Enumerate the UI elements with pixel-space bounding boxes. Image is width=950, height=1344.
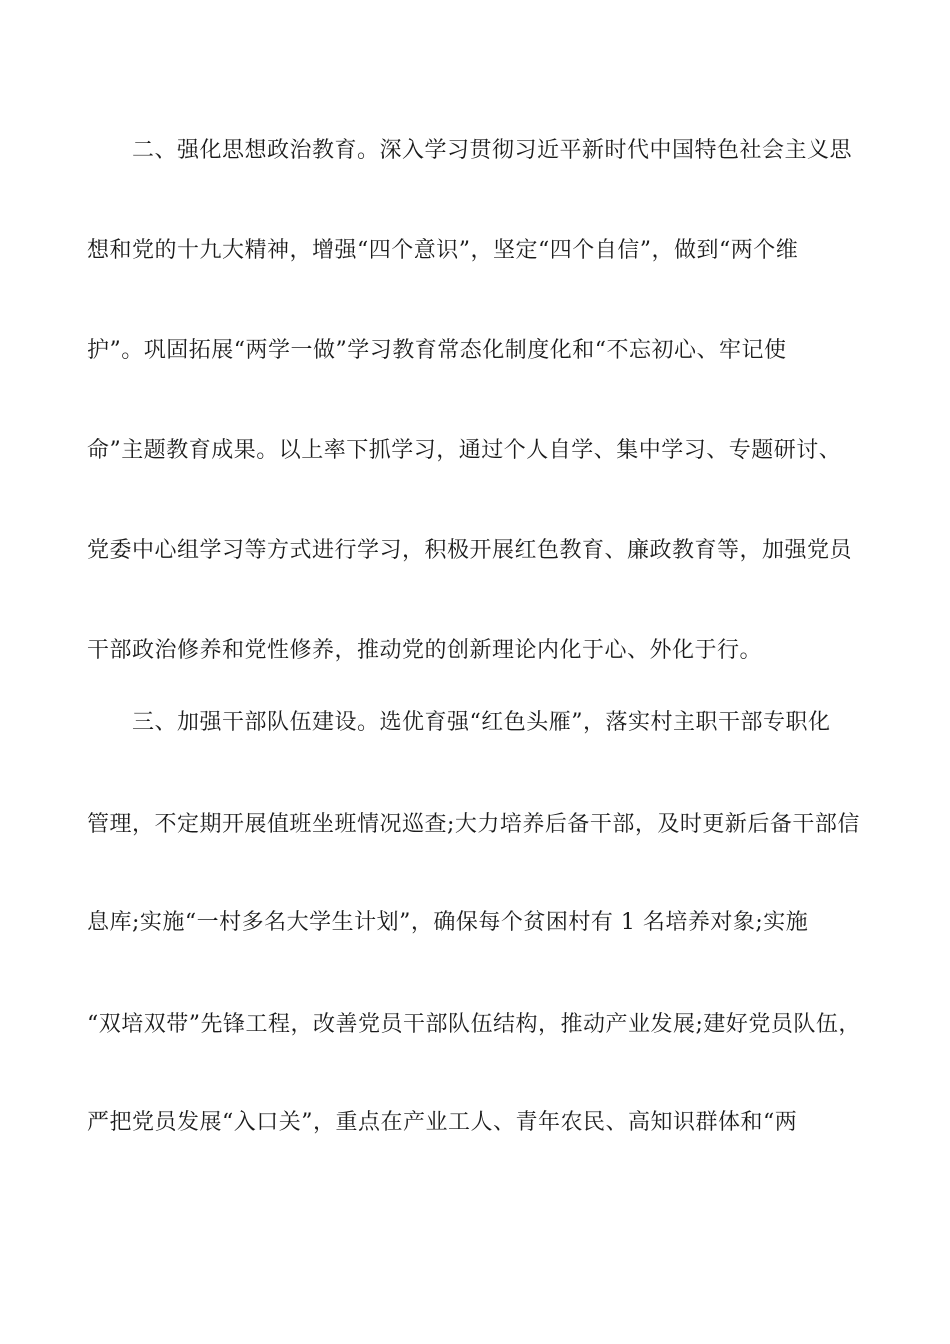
paragraph-2-line-5: 党委中心组学习等方式进行学习，积极开展红色教育、廉政教育等，加强党员 bbox=[87, 538, 853, 563]
paragraph-3-line-4: “双培双带”先锋工程，改善党员干部队伍结构，推动产业发展;建好党员队伍， bbox=[87, 1012, 861, 1037]
paragraph-2-line-6: 干部政治修养和党性修养，推动党的创新理论内化于心、外化于行。 bbox=[87, 638, 763, 663]
paragraph-2-line-1: 二、强化思想政治教育。深入学习贯彻习近平新时代中国特色社会主义思 bbox=[132, 138, 853, 163]
paragraph-2-line-3: 护”。巩固拓展“两学一做”学习教育常态化制度化和“不忘初心、牢记使 bbox=[87, 338, 787, 363]
paragraph-2-line-2: 想和党的十九大精神，增强“四个意识”，坚定“四个自信”，做到“两个维 bbox=[87, 238, 799, 263]
paragraph-3-line-3: 息库;实施“一村多名大学生计划”，确保每个贫困村有 1 名培养对象;实施 bbox=[87, 910, 809, 935]
paragraph-3-line-1: 三、加强干部队伍建设。选优育强“红色头雁”，落实村主职干部专职化 bbox=[132, 710, 831, 735]
paragraph-2-line-4: 命”主题教育成果。以上率下抓学习，通过个人自学、集中学习、专题研讨、 bbox=[87, 438, 842, 463]
paragraph-3-line-5: 严把党员发展“入口关”，重点在产业工人、青年农民、高知识群体和“两 bbox=[87, 1110, 798, 1135]
paragraph-3-line-2: 管理，不定期开展值班坐班情况巡查;大力培养后备干部，及时更新后备干部信 bbox=[87, 812, 860, 837]
